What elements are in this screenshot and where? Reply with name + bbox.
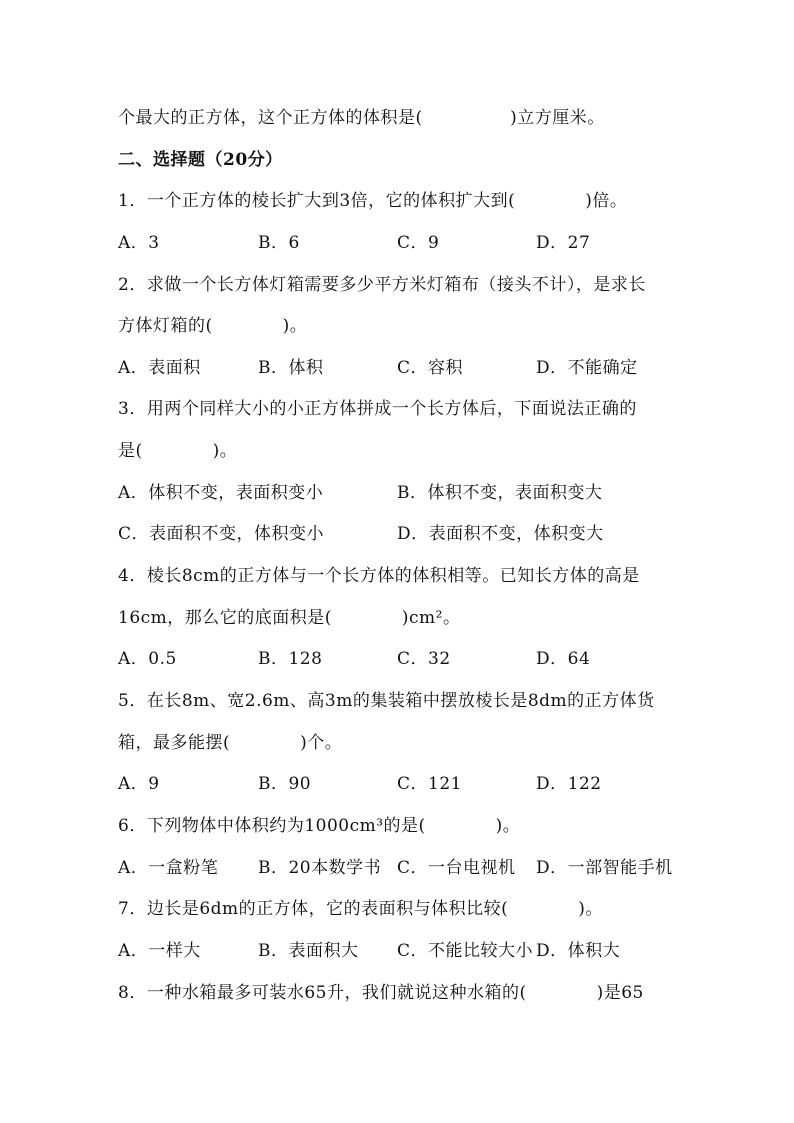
q6-option-a[interactable]: A．一盒粉笔 (118, 858, 219, 878)
q3-option-c[interactable]: C．表面积不变，体积变小 (118, 524, 325, 544)
q4-option-b[interactable]: B．128 (258, 649, 323, 669)
question-4-stem-cont: 16cm，那么它的底面积是( )cm²。 (118, 608, 461, 628)
q2-option-a[interactable]: A．表面积 (118, 358, 201, 378)
question-5-stem-cont: 箱，最多能摆( )个。 (118, 733, 343, 753)
continuation-text: 个最大的正方体，这个正方体的体积是( )立方厘米。 (118, 108, 605, 128)
q6-option-d[interactable]: D．一部智能手机 (536, 858, 673, 878)
q1-option-a[interactable]: A．3 (118, 233, 160, 253)
q7-option-a[interactable]: A．一样大 (118, 941, 201, 961)
q4-option-c[interactable]: C．32 (397, 649, 451, 669)
q5-option-a[interactable]: A．9 (118, 774, 160, 794)
q3-option-d[interactable]: D．表面积不变，体积变大 (397, 524, 604, 544)
question-1-stem: 1．一个正方体的棱长扩大到3倍，它的体积扩大到( )倍。 (118, 191, 628, 211)
question-8-stem: 8．一种水箱最多可装水65升，我们就说这种水箱的( )是65 (118, 983, 644, 1003)
q2-option-c[interactable]: C．容积 (397, 358, 464, 378)
question-2-stem: 2．求做一个长方体灯箱需要多少平方米灯箱布（接头不计），是求长 (118, 275, 646, 295)
question-3-stem: 3．用两个同样大小的小正方体拼成一个长方体后，下面说法正确的 (118, 399, 637, 419)
q1-option-b[interactable]: B．6 (258, 233, 300, 253)
q7-option-b[interactable]: B．表面积大 (258, 941, 359, 961)
q2-option-d[interactable]: D．不能确定 (536, 358, 638, 378)
question-3-stem-cont: 是( )。 (118, 441, 238, 461)
q3-option-a[interactable]: A．体积不变，表面积变小 (118, 483, 324, 503)
q4-option-a[interactable]: A．0.5 (118, 649, 177, 669)
q6-option-b[interactable]: B．20本数学书 (258, 858, 382, 878)
question-7-stem: 7．边长是6dm的正方体，它的表面积与体积比较( )。 (118, 899, 603, 919)
q2-option-b[interactable]: B．体积 (258, 358, 324, 378)
question-4-stem: 4．棱长8cm的正方体与一个长方体的体积相等。已知长方体的高是 (118, 566, 640, 586)
q7-option-c[interactable]: C．不能比较大小 (397, 941, 534, 961)
q1-option-c[interactable]: C．9 (397, 233, 440, 253)
question-6-stem: 6．下列物体中体积约为1000cm³的是( )。 (118, 816, 521, 836)
q1-option-d[interactable]: D．27 (536, 233, 591, 253)
q6-option-c[interactable]: C．一台电视机 (397, 858, 516, 878)
q4-option-d[interactable]: D．64 (536, 649, 591, 669)
question-5-stem: 5．在长8m、宽2.6m、高3m的集装箱中摆放棱长是8dm的正方体货 (118, 691, 655, 711)
q5-option-b[interactable]: B．90 (258, 774, 312, 794)
q3-option-b[interactable]: B．体积不变，表面积变大 (397, 483, 603, 503)
section-title: 二、选择题（20分） (118, 150, 283, 170)
q7-option-d[interactable]: D．体积大 (536, 941, 621, 961)
question-2-stem-cont: 方体灯箱的( )。 (118, 316, 308, 336)
q5-option-c[interactable]: C．121 (397, 774, 462, 794)
q5-option-d[interactable]: D．122 (536, 774, 602, 794)
